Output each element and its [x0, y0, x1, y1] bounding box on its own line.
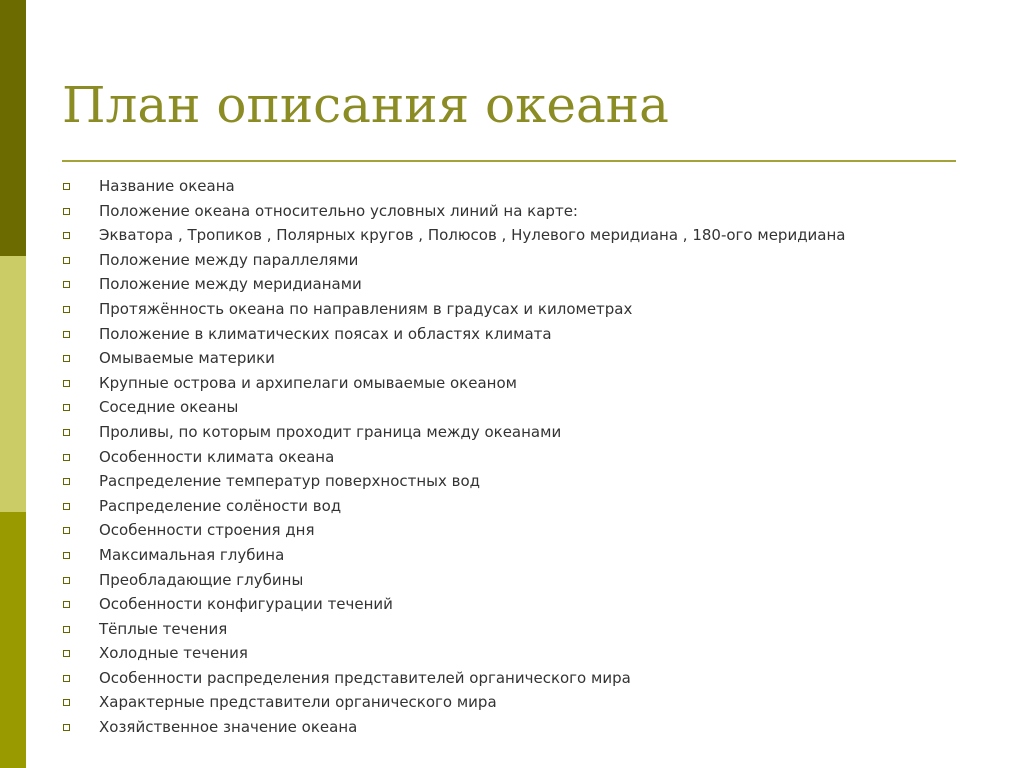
hollow-square-icon — [63, 281, 70, 288]
list-item — [62, 568, 1002, 593]
list-item-text: Положение океана относительно условных линий на карте: — [99, 201, 578, 220]
list-item-text: Особенности климата океана — [99, 447, 335, 466]
hollow-square-icon — [63, 724, 70, 731]
list-item — [62, 420, 1002, 445]
hollow-square-icon — [63, 699, 70, 706]
hollow-square-icon — [63, 429, 70, 436]
list-item — [62, 690, 1002, 715]
hollow-square-icon — [63, 577, 70, 584]
list-item-text: Омываемые материки — [99, 349, 275, 368]
list-item — [62, 297, 1002, 322]
list-item — [62, 494, 1002, 519]
hollow-square-icon — [63, 601, 70, 608]
list-item — [62, 199, 1002, 224]
list-item-text: Особенности конфигурации течений — [99, 595, 393, 614]
list-item-text: Название океана — [99, 177, 235, 195]
list-item-text: Особенности распределения представителей органического мира — [99, 668, 631, 687]
list-item-text: Положение между параллелями — [99, 250, 359, 269]
list-item — [62, 543, 1002, 568]
hollow-square-icon — [63, 404, 70, 411]
hollow-square-icon — [63, 355, 70, 362]
hollow-square-icon — [63, 650, 70, 657]
list-item-text: Преобладающие глубины — [99, 570, 304, 589]
side-bar-top-segment — [0, 0, 26, 256]
hollow-square-icon — [63, 208, 70, 215]
list-item-text: Соседние океаны — [99, 398, 239, 417]
list-item — [62, 346, 1002, 371]
hollow-square-icon — [63, 306, 70, 313]
list-item-text: Положение между меридианами — [99, 275, 362, 294]
list-item — [62, 445, 1002, 470]
side-bar-middle-segment — [0, 256, 26, 512]
list-item — [62, 223, 1002, 248]
list-item — [62, 395, 1002, 420]
list-item-text: Тёплые течения — [99, 619, 228, 638]
hollow-square-icon — [63, 675, 70, 682]
list-item — [62, 469, 1002, 494]
list-item-text: Протяжённость океана по направлениям в градусах и километрах — [99, 299, 633, 318]
hollow-square-icon — [63, 454, 70, 461]
hollow-square-icon — [63, 257, 70, 264]
hollow-square-icon — [63, 478, 70, 485]
slide-title: План описания океана — [62, 76, 669, 134]
hollow-square-icon — [63, 527, 70, 534]
hollow-square-icon — [63, 503, 70, 510]
bullet-list — [62, 174, 1002, 740]
side-bar-bottom-segment — [0, 512, 26, 768]
list-item — [62, 322, 1002, 347]
list-item — [62, 518, 1002, 543]
list-item — [62, 371, 1002, 396]
list-item — [62, 248, 1002, 273]
list-item — [62, 174, 1002, 199]
hollow-square-icon — [63, 626, 70, 633]
hollow-square-icon — [63, 380, 70, 387]
hollow-square-icon — [63, 552, 70, 559]
list-item — [62, 272, 1002, 297]
list-item-text: Проливы, по которым проходит граница между океанами — [99, 422, 562, 441]
list-item-text: Характерные представители органического мира — [99, 693, 497, 712]
list-item — [62, 666, 1002, 691]
list-item-text: Распределение температур поверхностных вод — [99, 472, 481, 491]
list-item-text: Максимальная глубина — [99, 545, 285, 564]
hollow-square-icon — [63, 232, 70, 239]
list-item — [62, 715, 1002, 740]
hollow-square-icon — [63, 331, 70, 338]
list-item — [62, 617, 1002, 642]
hollow-square-icon — [63, 183, 70, 190]
list-item — [62, 592, 1002, 617]
list-item-text: Особенности строения дня — [99, 521, 315, 540]
list-item-text: Хозяйственное значение океана — [99, 718, 358, 737]
list-item-text: Распределение солёности вод — [99, 496, 342, 515]
list-item-text: Положение в климатических поясах и областях климата — [99, 324, 552, 343]
list-item-text: Крупные острова и архипелаги омываемые океаном — [99, 373, 517, 392]
list-item-text: Экватора , Тропиков , Полярных кругов , Полюсов , Нулевого меридиана , 180-ого меридиана — [99, 226, 846, 245]
side-accent-bar — [0, 0, 26, 768]
list-item — [62, 641, 1002, 666]
list-item-text: Холодные течения — [99, 644, 248, 663]
title-underline — [62, 160, 956, 162]
